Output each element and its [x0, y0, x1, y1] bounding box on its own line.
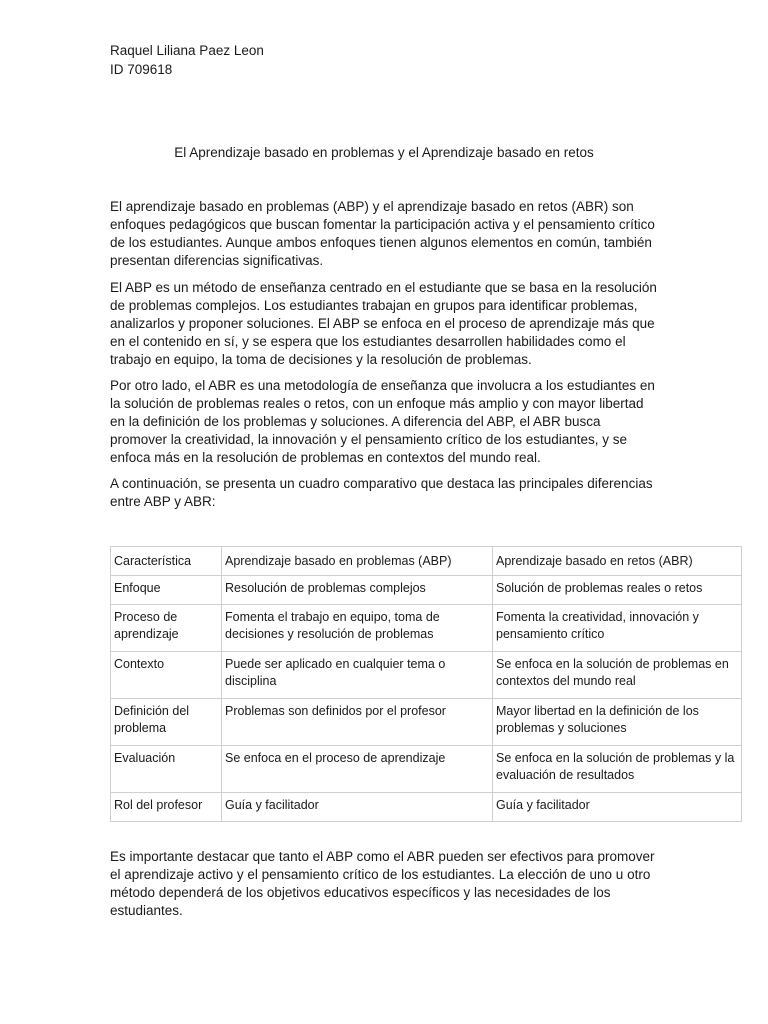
table-cell: Fomenta la creatividad, innovación y pensamiento crítico: [493, 605, 742, 652]
table-cell: Guía y facilitador: [222, 793, 493, 822]
table-header-cell: Característica: [111, 547, 222, 576]
paragraph-conclusion: Es importante destacar que tanto el ABP como el ABR pueden ser efectivos para promover el aprendizaje activo y el pensamiento crítico de los estudiantes. La elección de uno u otro método dependerá de los objetivos educativos específicos y las necesidades de los estudiantes.: [110, 849, 655, 918]
table-row: [111, 605, 742, 652]
author-block: [110, 41, 264, 79]
table-cell: Contexto: [111, 652, 222, 699]
paragraph-intro: El aprendizaje basado en problemas (ABP) y el aprendizaje basado en retos (ABR) son enfoques pedagógicos que buscan fomentar la participación activa y el pensamiento crítico de los estudiantes. Aunque ambos enfoques tienen algunos elementos en común, también presentan diferencias significativas.: [110, 199, 655, 268]
table-row: [111, 699, 742, 746]
table-row: [111, 576, 742, 605]
table-cell: Solución de problemas reales o retos: [493, 576, 742, 605]
comparison-table: [110, 546, 742, 822]
table-header-cell: Aprendizaje basado en problemas (ABP): [222, 547, 493, 576]
table-cell: Guía y facilitador: [493, 793, 742, 822]
table-cell: Fomenta el trabajo en equipo, toma de decisiones y resolución de problemas: [222, 605, 493, 652]
author-id: ID 709618: [110, 62, 173, 77]
table-cell: Se enfoca en la solución de problemas en contextos del mundo real: [493, 652, 742, 699]
table-header-cell: Aprendizaje basado en retos (ABR): [493, 547, 742, 576]
table-cell: Rol del profesor: [111, 793, 222, 822]
table-row: [111, 793, 742, 822]
paragraph-abr: Por otro lado, el ABR es una metodología de enseñanza que involucra a los estudiantes en la solución de problemas reales o retos, con un enfoque más amplio y con mayor libertad en la definición de los problemas y soluciones. A diferencia del ABP, el ABR busca promover la creatividad, la innovación y el pensamiento crítico de los estudiantes, y se enfoca más en la resolución de problemas en contextos del mundo real.: [110, 378, 655, 465]
table-cell: Mayor libertad en la definición de los problemas y soluciones: [493, 699, 742, 746]
table-cell: Proceso de aprendizaje: [111, 605, 222, 652]
table-cell: Resolución de problemas complejos: [222, 576, 493, 605]
table-cell: Se enfoca en la solución de problemas y la evaluación de resultados: [493, 746, 742, 793]
table-cell: Definición del problema: [111, 699, 222, 746]
table-cell: Puede ser aplicado en cualquier tema o disciplina: [222, 652, 493, 699]
table-row: [111, 652, 742, 699]
table-cell: Problemas son definidos por el profesor: [222, 699, 493, 746]
table-cell: Evaluación: [111, 746, 222, 793]
table-cell: Se enfoca en el proceso de aprendizaje: [222, 746, 493, 793]
paragraph-abp: El ABP es un método de enseñanza centrado en el estudiante que se basa en la resolución de problemas complejos. Los estudiantes trabajan en grupos para identificar problemas, analizarlos y proponer soluciones. El ABP se enfoca en el proceso de aprendizaje más que en el contenido en sí, y se espera que los estudiantes desarrollen habilidades como el trabajo en equipo, la toma de decisiones y la resolución de problemas.: [110, 280, 657, 367]
table-cell: Enfoque: [111, 576, 222, 605]
document-title: El Aprendizaje basado en problemas y el Aprendizaje basado en retos: [174, 145, 594, 160]
table-row: [111, 746, 742, 793]
table-header-row: [111, 547, 742, 576]
author-name: Raquel Liliana Paez Leon: [110, 43, 264, 58]
paragraph-table-intro: A continuación, se presenta un cuadro comparativo que destaca las principales diferencias entre ABP y ABR:: [110, 476, 653, 509]
